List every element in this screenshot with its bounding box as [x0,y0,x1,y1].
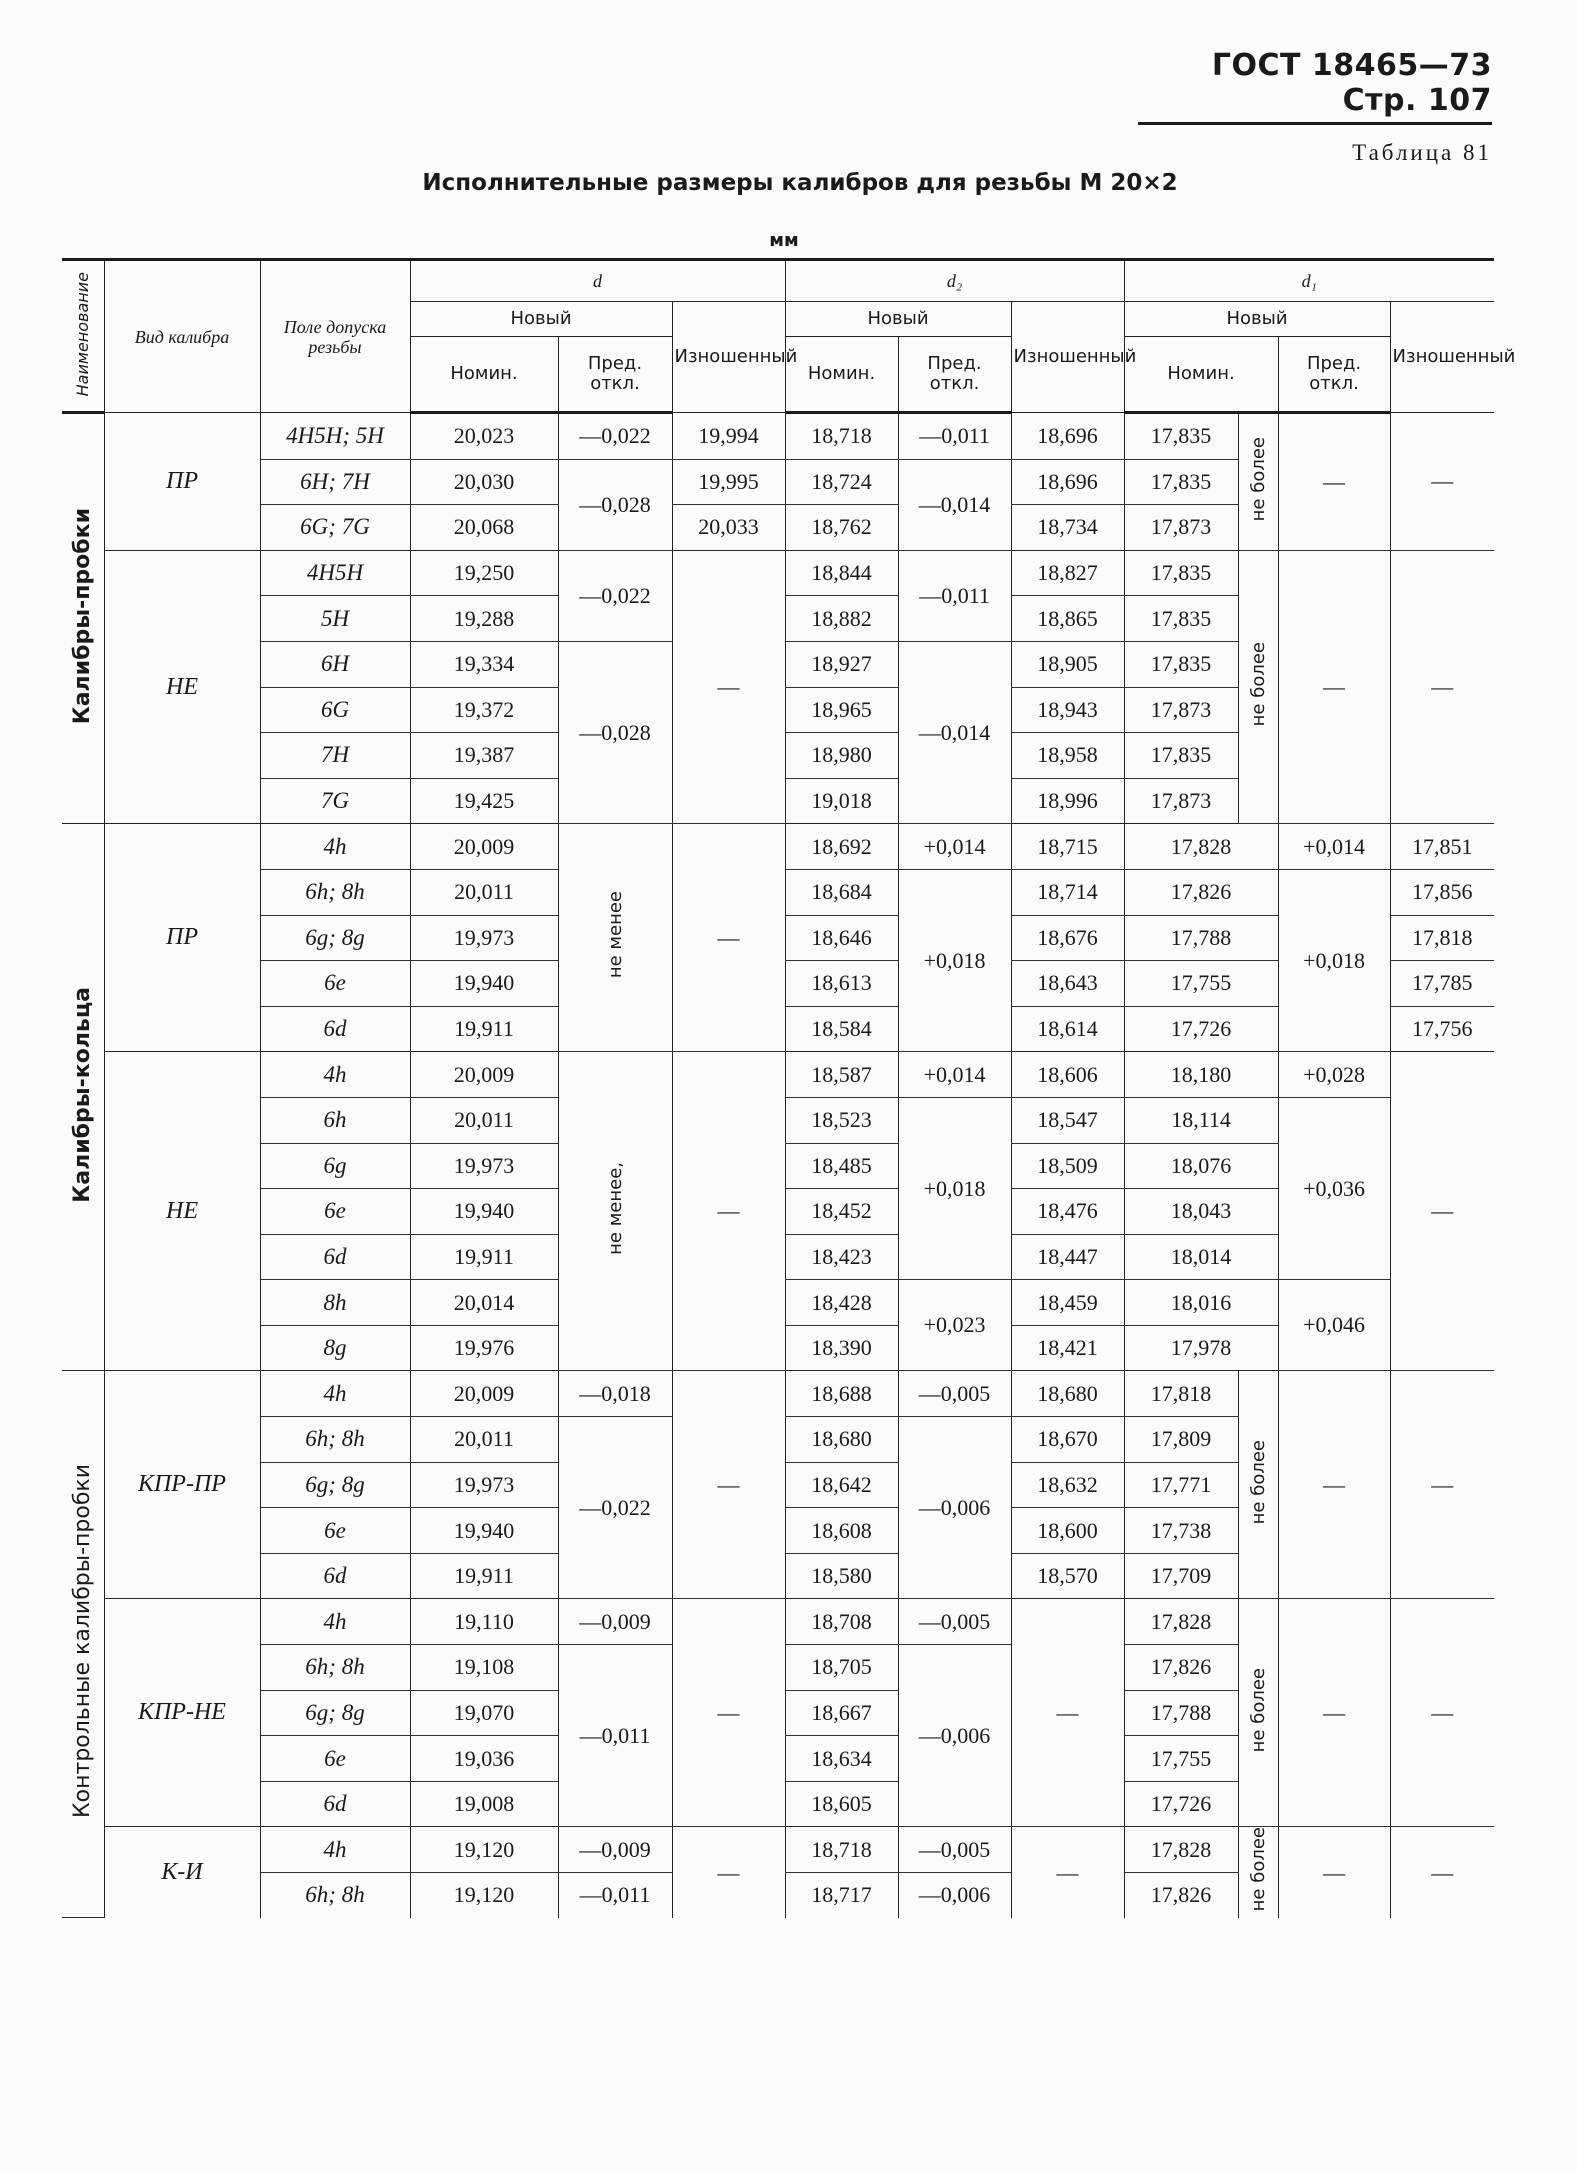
header-d1-deviation: Пред. откл. [1278,337,1390,413]
d-nominal: 19,940 [410,1189,558,1235]
d-worn: 20,033 [672,505,785,551]
gauge-dimensions-table [62,258,1516,1918]
tolerance-field: 6H [260,641,410,687]
d-nominal: 19,070 [410,1690,558,1736]
d2-worn: 18,421 [1011,1325,1124,1371]
d1-nominal: 17,826 [1124,1645,1238,1691]
d1-nominal: 17,978 [1124,1325,1278,1371]
d1-nominal: 18,180 [1124,1052,1278,1098]
header-d2-nominal: Номин. [785,337,898,413]
tolerance-field: 6g [260,1143,410,1189]
d-nominal: 20,068 [410,505,558,551]
d1-worn: — [1390,1827,1494,1918]
tolerance-field: 6h [260,1097,410,1143]
d2-worn: 18,614 [1011,1006,1124,1052]
tolerance-field: 6d [260,1781,410,1827]
d2-nominal: 18,580 [785,1553,898,1599]
tolerance-field: 4H5H [260,550,410,596]
d-nominal: 19,334 [410,641,558,687]
d-worn: — [672,1371,785,1599]
d2-nominal: 18,587 [785,1052,898,1098]
tolerance-field: 5H [260,596,410,642]
d1-nominal: 17,828 [1124,824,1278,870]
d2-deviation: —0,006 [898,1873,1011,1918]
d1-nominal: 17,835 [1124,550,1238,596]
page-number: Стр. 107 [1342,83,1492,118]
d-nominal: 19,288 [410,596,558,642]
d-deviation: —0,011 [558,1645,672,1827]
d2-nominal: 18,523 [785,1097,898,1143]
d2-deviation: —0,014 [898,641,1011,823]
d1-nominal: 17,809 [1124,1417,1238,1463]
gauge-kind: НЕ [104,550,260,824]
d-nominal: 20,011 [410,1097,558,1143]
d2-nominal: 18,485 [785,1143,898,1189]
d-nominal: 19,940 [410,1508,558,1554]
gauge-kind: КПР-ПР [104,1371,260,1599]
page-header [1138,48,1492,125]
tolerance-field: 6d [260,1234,410,1280]
gauge-kind: ПР [104,413,260,551]
d2-nominal: 18,613 [785,961,898,1007]
d1-deviation: +0,028 [1278,1052,1390,1098]
d-worn: — [672,550,785,824]
d2-deviation: +0,018 [898,1097,1011,1279]
d1-nominal: 17,835 [1124,733,1238,779]
d1-deviation: — [1278,1827,1390,1918]
group-name: Калибры-кольца [62,824,104,1371]
d-nominal: 19,008 [410,1781,558,1827]
d2-deviation: —0,005 [898,1827,1011,1873]
table-number: Таблица 81 [1352,140,1492,165]
d2-worn: 18,509 [1011,1143,1124,1189]
d-nominal: 19,973 [410,1462,558,1508]
d1-nominal: 17,726 [1124,1781,1238,1827]
d-nominal: 19,976 [410,1325,558,1371]
d2-deviation: +0,014 [898,1052,1011,1098]
d2-deviation: —0,014 [898,459,1011,550]
unit-label: мм [769,230,799,251]
d-nominal: 20,030 [410,459,558,505]
d-deviation: —0,022 [558,550,672,641]
d2-worn: 18,459 [1011,1280,1124,1326]
d1-nominal: 18,016 [1124,1280,1278,1326]
d-nominal: 20,011 [410,869,558,915]
d2-nominal: 18,724 [785,459,898,505]
d-deviation: —0,028 [558,459,672,550]
d1-deviation: — [1278,550,1390,824]
tolerance-field: 6e [260,961,410,1007]
d-limit-note: не менее, [558,1052,672,1371]
d2-worn: 18,547 [1011,1097,1124,1143]
header-d-nominal: Номин. [410,337,558,413]
d1-deviation: +0,036 [1278,1097,1390,1279]
d1-deviation: +0,014 [1278,824,1390,870]
d2-worn: 18,570 [1011,1553,1124,1599]
d-limit-note: не менее [558,824,672,1052]
tolerance-field: 7H [260,733,410,779]
d2-nominal: 18,684 [785,869,898,915]
tolerance-field: 6g; 8g [260,1690,410,1736]
tolerance-field: 6d [260,1006,410,1052]
d1-nominal: 17,835 [1124,413,1238,460]
d2-worn: 18,827 [1011,550,1124,596]
d1-worn: — [1390,413,1494,551]
d2-worn: 18,632 [1011,1462,1124,1508]
d1-nominal: 17,788 [1124,915,1278,961]
d1-worn: — [1390,1599,1494,1827]
tolerance-field: 6H; 7H [260,459,410,505]
d2-worn: 18,734 [1011,505,1124,551]
d1-deviation: — [1278,1599,1390,1827]
d1-worn: 17,818 [1390,915,1494,961]
d-nominal: 19,250 [410,550,558,596]
group-name: Калибры-пробки [62,413,104,824]
header-d1-worn: Изношенный [1390,302,1494,413]
d1-nominal: 17,771 [1124,1462,1238,1508]
d2-worn: 18,865 [1011,596,1124,642]
d1-nominal: 17,835 [1124,459,1238,505]
d1-nominal: 17,788 [1124,1690,1238,1736]
tolerance-field: 6e [260,1736,410,1782]
d2-nominal: 18,882 [785,596,898,642]
d1-nominal: 18,043 [1124,1189,1278,1235]
d1-nominal: 17,826 [1124,1873,1238,1918]
table-title: Исполнительные размеры калибров для резьбы М 20×2 [422,170,1178,196]
d-worn: 19,994 [672,413,785,460]
d2-worn: 18,600 [1011,1508,1124,1554]
d-deviation: —0,018 [558,1371,672,1417]
d2-nominal: 19,018 [785,778,898,824]
d2-worn: 18,447 [1011,1234,1124,1280]
d2-worn: — [1011,1599,1124,1827]
d-worn: 19,995 [672,459,785,505]
header-d1-nominal: Номин. [1124,337,1278,413]
tolerance-field: 4h [260,1599,410,1645]
d-nominal: 19,940 [410,961,558,1007]
d-nominal: 20,011 [410,1417,558,1463]
d-nominal: 19,120 [410,1827,558,1873]
header-kind: Вид калибра [104,260,260,413]
header-d-worn: Изношенный [672,302,785,413]
tolerance-field: 6h; 8h [260,1417,410,1463]
d-nominal: 19,911 [410,1553,558,1599]
d1-worn: 17,856 [1390,869,1494,915]
tolerance-field: 6e [260,1189,410,1235]
d-nominal: 20,009 [410,1052,558,1098]
header-d2: d₂ [785,260,1124,302]
d2-worn: 18,696 [1011,459,1124,505]
d2-worn: 18,905 [1011,641,1124,687]
tolerance-field: 6h; 8h [260,1645,410,1691]
d1-nominal: 17,828 [1124,1827,1238,1873]
d-deviation: —0,028 [558,641,672,823]
gauge-kind: К-И [104,1827,260,1918]
d1-nominal: 17,709 [1124,1553,1238,1599]
gauge-kind: КПР-НЕ [104,1599,260,1827]
d1-worn: — [1390,1052,1494,1371]
d1-worn: 17,785 [1390,961,1494,1007]
d2-deviation: —0,005 [898,1599,1011,1645]
d-deviation: —0,022 [558,1417,672,1599]
d2-worn: 18,943 [1011,687,1124,733]
d-nominal: 20,009 [410,1371,558,1417]
d2-nominal: 18,717 [785,1873,898,1918]
d2-nominal: 18,634 [785,1736,898,1782]
d1-deviation: +0,018 [1278,869,1390,1051]
d2-worn: 18,680 [1011,1371,1124,1417]
d1-nominal: 18,014 [1124,1234,1278,1280]
d2-nominal: 18,718 [785,1827,898,1873]
tolerance-field: 6e [260,1508,410,1554]
d-worn: — [672,824,785,1052]
d1-nominal: 17,826 [1124,869,1278,915]
header-d2-new: Новый [785,302,1011,337]
standard-number: ГОСТ 18465—73 [1211,48,1492,83]
header-d1: d₁ [1124,260,1494,302]
d2-nominal: 18,688 [785,1371,898,1417]
d-deviation: —0,011 [558,1873,672,1918]
tolerance-field: 4h [260,1827,410,1873]
tolerance-field: 6h; 8h [260,869,410,915]
d1-limit-note: не более [1238,1599,1278,1827]
d-nominal: 19,911 [410,1234,558,1280]
d2-nominal: 18,718 [785,413,898,460]
tolerance-field: 6d [260,1553,410,1599]
d-deviation: —0,009 [558,1599,672,1645]
tolerance-field: 4h [260,1371,410,1417]
tolerance-field: 6G [260,687,410,733]
gauge-kind: НЕ [104,1052,260,1371]
d-nominal: 20,014 [410,1280,558,1326]
d-nominal: 19,120 [410,1873,558,1918]
d1-nominal: 17,726 [1124,1006,1278,1052]
d-nominal: 19,973 [410,915,558,961]
d2-deviation: +0,023 [898,1280,1011,1371]
d2-worn: 18,670 [1011,1417,1124,1463]
d2-deviation: —0,006 [898,1417,1011,1599]
d2-worn: 18,996 [1011,778,1124,824]
tolerance-field: 8h [260,1280,410,1326]
tolerance-field: 6h; 8h [260,1873,410,1918]
d2-worn: 18,714 [1011,869,1124,915]
d2-nominal: 18,423 [785,1234,898,1280]
d2-nominal: 18,708 [785,1599,898,1645]
d1-deviation: +0,046 [1278,1280,1390,1371]
tolerance-field: 8g [260,1325,410,1371]
d1-worn: — [1390,1371,1494,1599]
d1-nominal: 17,818 [1124,1371,1238,1417]
d1-nominal: 17,828 [1124,1599,1238,1645]
tolerance-field: 7G [260,778,410,824]
d-nominal: 19,425 [410,778,558,824]
d1-nominal: 18,076 [1124,1143,1278,1189]
d-nominal: 20,023 [410,413,558,460]
d2-nominal: 18,642 [785,1462,898,1508]
d2-nominal: 18,608 [785,1508,898,1554]
d2-nominal: 18,692 [785,824,898,870]
d-worn: — [672,1827,785,1918]
group-name: Контрольные калибры-пробки [62,1371,104,1918]
d2-worn: 18,696 [1011,413,1124,460]
d2-nominal: 18,390 [785,1325,898,1371]
d-nominal: 19,110 [410,1599,558,1645]
d1-nominal: 17,873 [1124,778,1238,824]
d1-nominal: 17,835 [1124,641,1238,687]
d-deviation: —0,022 [558,413,672,460]
d2-deviation: —0,005 [898,1371,1011,1417]
tolerance-field: 4h [260,824,410,870]
d-worn: — [672,1599,785,1827]
d1-nominal: 17,755 [1124,1736,1238,1782]
d-nominal: 19,036 [410,1736,558,1782]
tolerance-field: 4h [260,1052,410,1098]
d-nominal: 19,387 [410,733,558,779]
d2-nominal: 18,680 [785,1417,898,1463]
header-d1-new: Новый [1124,302,1390,337]
d2-nominal: 18,667 [785,1690,898,1736]
d2-deviation: —0,011 [898,550,1011,641]
header-d2-worn: Изношенный [1011,302,1124,413]
header-d-deviation: Пред. откл. [558,337,672,413]
d2-nominal: 18,965 [785,687,898,733]
d2-nominal: 18,705 [785,1645,898,1691]
d-worn: — [672,1052,785,1371]
d2-worn: 18,476 [1011,1189,1124,1235]
tolerance-field: 6g; 8g [260,1462,410,1508]
d1-limit-note: не более [1238,413,1278,551]
d2-worn: 18,958 [1011,733,1124,779]
d2-worn: 18,606 [1011,1052,1124,1098]
d1-worn: 17,851 [1390,824,1494,870]
d2-nominal: 18,428 [785,1280,898,1326]
d-deviation: —0,009 [558,1827,672,1873]
d2-deviation: +0,014 [898,824,1011,870]
d1-nominal: 17,835 [1124,596,1238,642]
header-tolerance: Поле допуска резьбы [260,260,410,413]
d1-limit-note: не более [1238,1371,1278,1599]
d1-nominal: 18,114 [1124,1097,1278,1143]
d1-worn: — [1390,550,1494,824]
d2-deviation: +0,018 [898,869,1011,1051]
header-d2-deviation: Пред. откл. [898,337,1011,413]
header-d: d [410,260,785,302]
d2-nominal: 18,605 [785,1781,898,1827]
header-name: Наименование [62,260,104,413]
d1-deviation: — [1278,413,1390,551]
d2-worn: — [1011,1827,1124,1918]
d-nominal: 19,108 [410,1645,558,1691]
d-nominal: 19,911 [410,1006,558,1052]
d2-worn: 18,643 [1011,961,1124,1007]
d2-nominal: 18,452 [785,1189,898,1235]
d1-nominal: 17,873 [1124,505,1238,551]
gauge-kind: ПР [104,824,260,1052]
d1-limit-note: не более [1238,1827,1278,1918]
d2-nominal: 18,762 [785,505,898,551]
tolerance-field: 6g; 8g [260,915,410,961]
d2-nominal: 18,844 [785,550,898,596]
d2-nominal: 18,646 [785,915,898,961]
d-nominal: 20,009 [410,824,558,870]
d2-deviation: —0,006 [898,1645,1011,1827]
tolerance-field: 4H5H; 5H [260,413,410,460]
d2-nominal: 18,584 [785,1006,898,1052]
d-nominal: 19,973 [410,1143,558,1189]
d2-worn: 18,676 [1011,915,1124,961]
tolerance-field: 6G; 7G [260,505,410,551]
d1-worn: 17,756 [1390,1006,1494,1052]
d-nominal: 19,372 [410,687,558,733]
header-d-new: Новый [410,302,672,337]
d2-worn: 18,715 [1011,824,1124,870]
d2-nominal: 18,980 [785,733,898,779]
d1-nominal: 17,755 [1124,961,1278,1007]
d1-deviation: — [1278,1371,1390,1599]
d1-nominal: 17,873 [1124,687,1238,733]
d1-nominal: 17,738 [1124,1508,1238,1554]
d1-limit-note: не более [1238,550,1278,824]
d2-deviation: —0,011 [898,413,1011,460]
d2-nominal: 18,927 [785,641,898,687]
